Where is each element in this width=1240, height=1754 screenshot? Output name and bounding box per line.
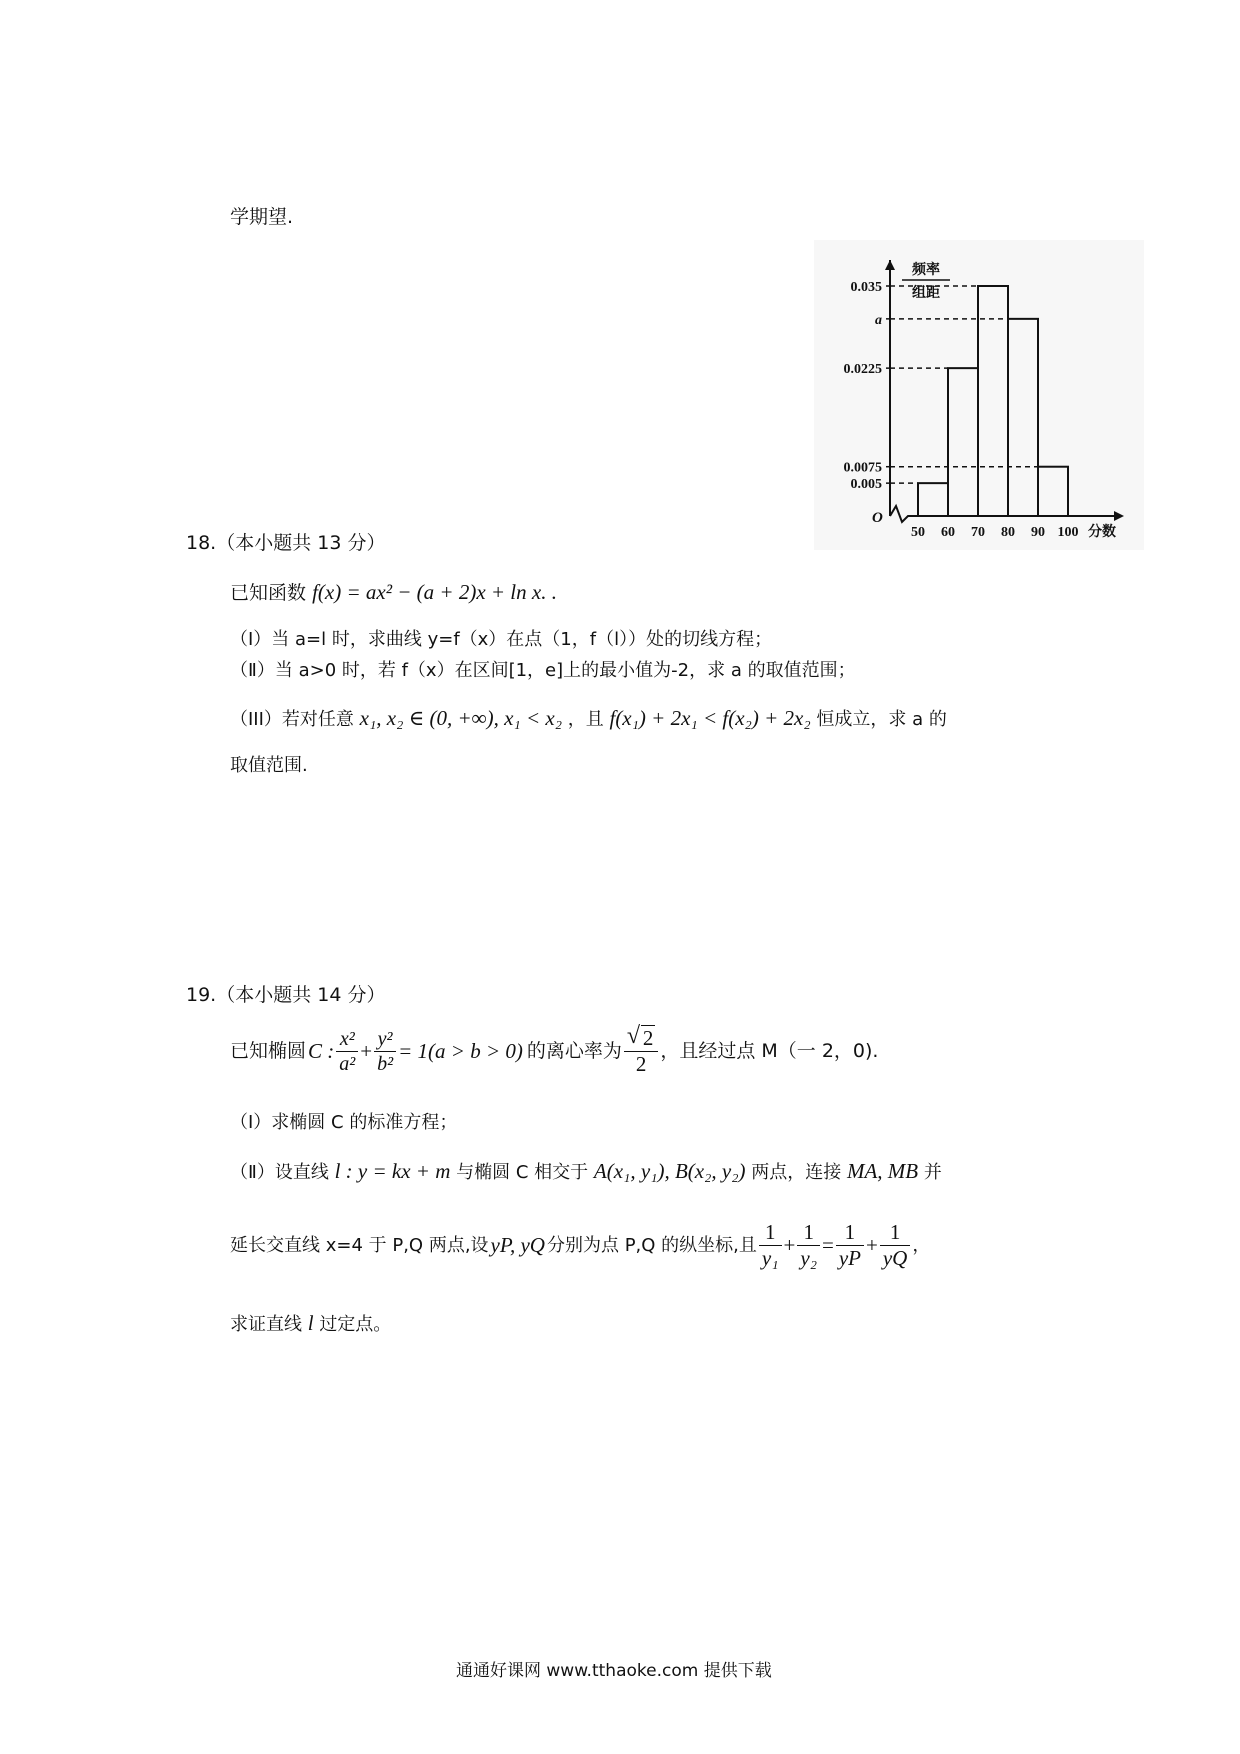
q19-part2-line2 — [230, 1222, 930, 1269]
q19-header: 19.（本小题共 14 分） — [186, 984, 386, 1006]
q19-part2 — [230, 1161, 942, 1182]
prev-question-tail: 学期望. — [230, 206, 294, 228]
q19-part2-line3 — [230, 1313, 391, 1334]
q19-part2-end: 并 — [923, 1162, 942, 1183]
q19-line2-prefix: 延长交直线 x=4 于 P,Q 两点,设 — [230, 1234, 489, 1256]
q18-part3-suffix: 恒成立，求 a 的 — [816, 709, 947, 730]
q19-frac-x2-a2 — [336, 1029, 358, 1074]
q19-x2: x² — [339, 1028, 355, 1050]
q19-stem — [230, 1028, 878, 1075]
q19-frac-1-yq — [880, 1222, 911, 1269]
q19-frac-1-yp — [836, 1222, 864, 1269]
q19-yp-yq: yP, yQ — [490, 1233, 545, 1257]
q19-eq-rhs: = 1(a > b > 0) — [398, 1039, 523, 1063]
q19-line3-suffix: 过定点。 — [319, 1314, 392, 1335]
q19-y2: y² — [377, 1028, 393, 1050]
q19-frac-num: 1 — [889, 1220, 901, 1244]
q19-ellipse-name: C : — [308, 1039, 335, 1063]
q18-part3 — [230, 708, 947, 729]
q18-part2: （Ⅱ）当 a>0 时，若 f（x）在区间[1，e]上的最小值为-2，求 a 的取值范围； — [230, 660, 856, 681]
y-tick-label: 0.035 — [850, 280, 882, 295]
q18-part3-line2: 取值范围. — [230, 755, 308, 776]
q18-function-formula: f(x) = ax² − (a + 2)x + ln x. . — [312, 580, 557, 604]
q19-frac-1-y2 — [797, 1222, 820, 1269]
y-axis-label-bottom: 组距 — [912, 285, 940, 301]
q19-intersection-points: A(x₁, y₁), B(x₂, y₂) — [593, 1159, 746, 1183]
x-axis-label: 分数 — [1088, 524, 1116, 540]
q19-comma: ， — [912, 1234, 931, 1256]
q19-frac-num: 1 — [764, 1220, 776, 1244]
q19-frac-num: 1 — [844, 1220, 856, 1244]
q18-header: 18.（本小题共 13 分） — [186, 532, 386, 554]
x-tick-label: 90 — [1031, 525, 1045, 540]
x-tick-label: 50 — [911, 525, 925, 540]
q19-part2-suffix: 两点，连接 — [751, 1162, 842, 1183]
q18-part3-domain: x₁, x₂ ∈ (0, +∞), x₁ < x₂ — [359, 706, 563, 730]
q18-part3-prefix: （III）若对任意 — [230, 709, 354, 730]
y-tick-label: 0.0225 — [843, 362, 882, 378]
q19-intro: 已知椭圆 — [230, 1040, 307, 1062]
origin-label: O — [872, 510, 883, 526]
y-axis-label-top: 频率 — [912, 262, 940, 278]
frequency-histogram — [814, 240, 1144, 550]
q19-a2: a² — [336, 1051, 358, 1074]
q19-frac-yp: yP — [836, 1245, 864, 1269]
q19-line-equation: l : y = kx + m — [334, 1159, 451, 1183]
q19-equals: = — [822, 1233, 834, 1257]
q19-part2-mid: 与椭圆 C 相交于 — [456, 1162, 589, 1183]
x-tick-label: 80 — [1001, 525, 1015, 540]
q19-frac-y2-b2 — [374, 1029, 396, 1074]
y-tick-label: a — [875, 312, 882, 328]
x-tick-label: 70 — [971, 525, 985, 540]
q19-plus: + — [360, 1039, 373, 1063]
q19-sqrt-radicand: 2 — [642, 1026, 654, 1050]
q19-frac-1-y1 — [759, 1222, 782, 1269]
q19-line3-prefix: 求证直线 — [230, 1314, 302, 1335]
q19-ma-mb: MA, MB — [846, 1159, 919, 1183]
q19-line-l: l — [307, 1311, 314, 1335]
q18-stem — [230, 582, 557, 603]
q19-part2-prefix: （Ⅱ）设直线 — [230, 1162, 329, 1183]
q19-line2-mid: 分别为点 P,Q 的纵坐标,且 — [546, 1234, 757, 1256]
q19-frac-y2: y₂ — [797, 1245, 820, 1269]
y-tick-label: 0.0075 — [843, 460, 882, 476]
q19-eccentricity-den: 2 — [624, 1051, 659, 1075]
q19-b2: b² — [374, 1051, 396, 1074]
q19-frac-y1: y₁ — [759, 1245, 782, 1269]
q19-plus-3: + — [866, 1233, 878, 1257]
q19-plus-2: + — [783, 1233, 796, 1257]
q19-frac-yq: yQ — [880, 1245, 911, 1269]
q19-eccentricity-text: 的离心率为 — [526, 1040, 622, 1062]
q19-part1: （I）求椭圆 C 的标准方程； — [230, 1112, 458, 1133]
y-tick-label: 0.005 — [850, 477, 882, 493]
q18-part3-inequality: f(x₁) + 2x₁ < f(x₂) + 2x₂ — [609, 706, 811, 730]
q18-part3-mid: ，且 — [567, 709, 604, 730]
x-tick-label: 100 — [1057, 525, 1079, 540]
q18-intro: 已知函数 — [230, 582, 307, 604]
q18-part1: （I）当 a=l 时，求曲线 y=f（x）在点（1，f（l））处的切线方程； — [230, 629, 773, 650]
page-footer: 通通好课网 www.tthaoke.com 提供下载 — [456, 1661, 772, 1681]
q19-eccentricity-value — [624, 1028, 659, 1075]
q19-stem-tail: ，且经过点 M（一 2，0). — [660, 1040, 879, 1062]
x-tick-label: 60 — [941, 525, 955, 540]
q19-frac-num: 1 — [803, 1220, 814, 1244]
